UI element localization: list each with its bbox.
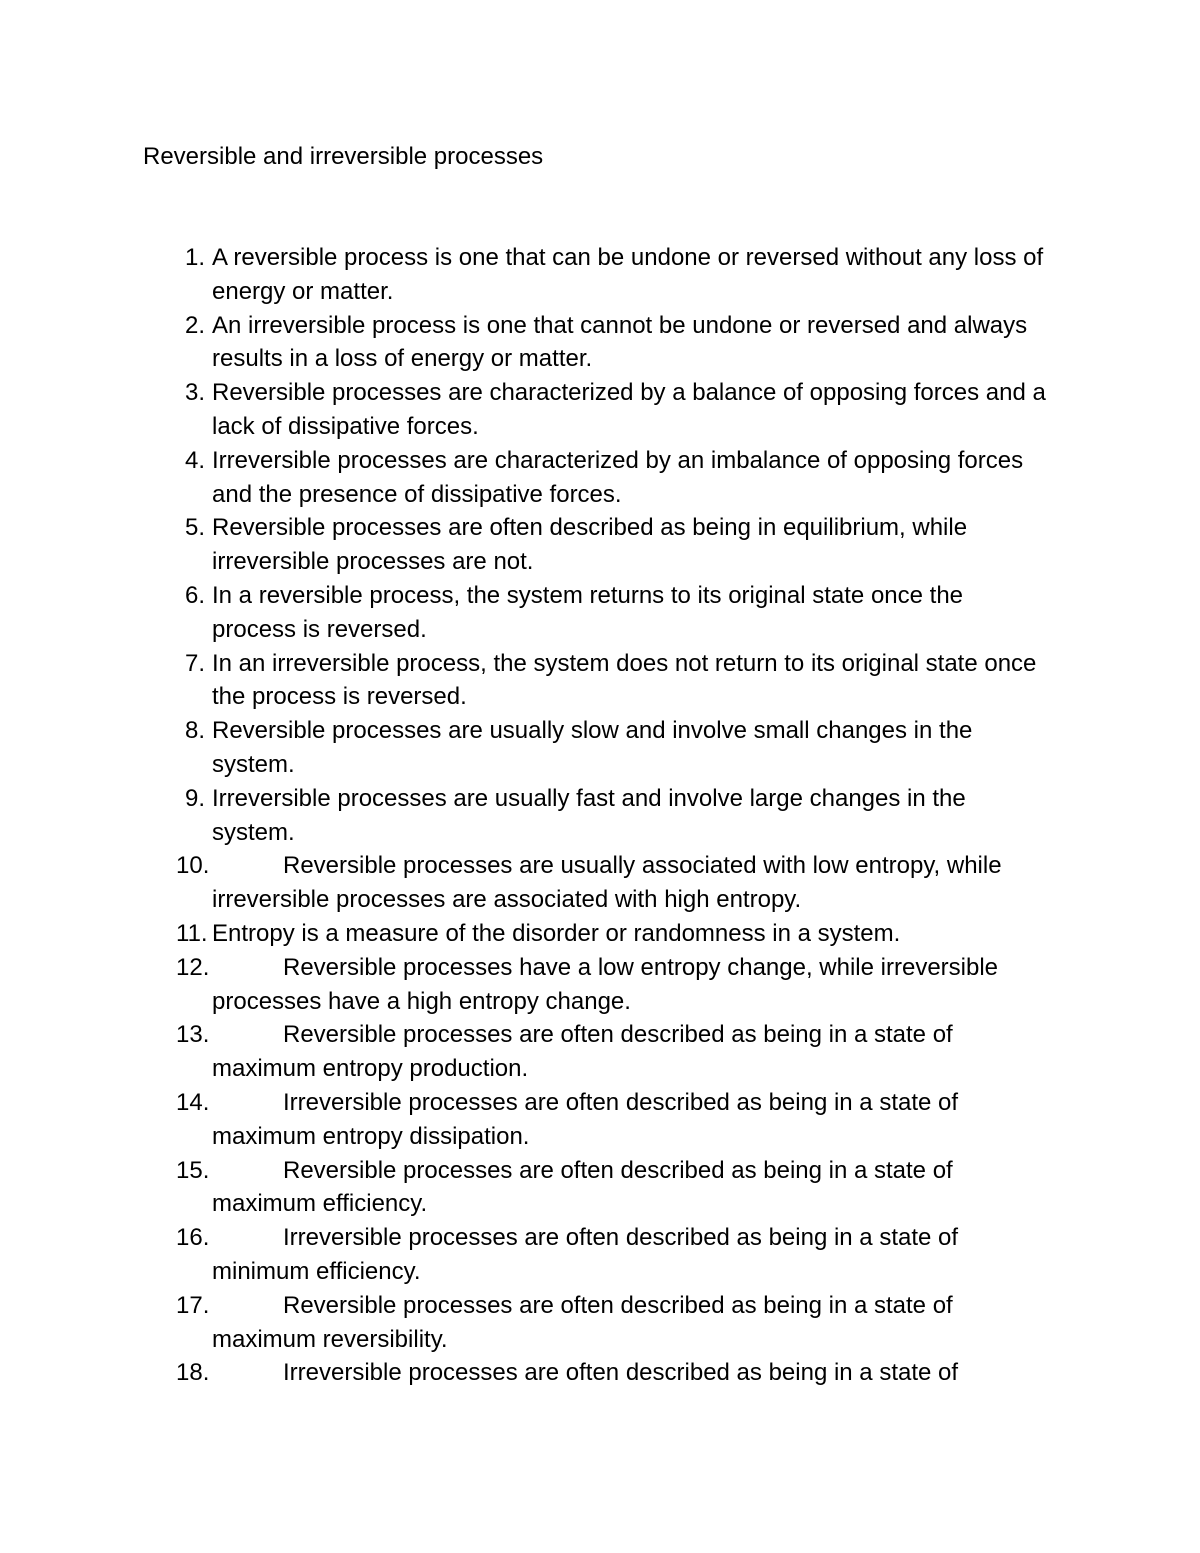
list-item-text: In an irreversible process, the system does not return to its original state once the process is reversed. xyxy=(212,649,1037,711)
list-item-number: 2. xyxy=(184,311,205,339)
list-item xyxy=(0,511,1200,579)
list-item xyxy=(0,1018,1200,1086)
document-title: Reversible and irreversible processes xyxy=(143,143,544,170)
list-item-number: 17. xyxy=(176,1291,210,1319)
list-item xyxy=(0,1086,1200,1154)
list-item-number: 8. xyxy=(184,717,205,745)
list-item xyxy=(0,782,1200,850)
list-item-text: Reversible processes are often described as being in a state of maximum efficiency. xyxy=(212,1156,953,1218)
list-item-text: Irreversible processes are usually fast and involve large changes in the system. xyxy=(212,784,966,846)
list-item-number: 18. xyxy=(176,1359,210,1387)
list-item-text: In a reversible process, the system returns to its original state once the process is reversed. xyxy=(212,581,964,643)
list-item xyxy=(0,849,1200,917)
list-item-number: 10. xyxy=(176,852,210,880)
list-item-text: Irreversible processes are often described as being in a state of xyxy=(283,1359,959,1387)
list-item-text: Irreversible processes are characterized by an imbalance of opposing forces and the presence of dissipative forces. xyxy=(212,446,1024,508)
list-item-number: 15. xyxy=(176,1156,210,1184)
list-item-text: Irreversible processes are often described as being in a state of maximum entropy dissipation. xyxy=(212,1088,959,1150)
list-item-text: An irreversible process is one that cannot be undone or reversed and always results in a loss of energy or matter. xyxy=(212,311,1028,373)
list-item-number: 4. xyxy=(184,446,205,474)
list-item-text: Entropy is a measure of the disorder or randomness in a system. xyxy=(212,919,901,947)
list-item xyxy=(0,714,1200,782)
list-item-number: 14. xyxy=(176,1088,210,1116)
list-item-number: 7. xyxy=(184,649,205,677)
list-item-text: Reversible processes have a low entropy change, while irreversible processes have a high entropy change. xyxy=(212,953,999,1015)
list-item-text: A reversible process is one that can be undone or reversed without any loss of energy or matter. xyxy=(212,244,1044,305)
list-item xyxy=(0,241,1200,309)
list-item xyxy=(0,376,1200,444)
list-item xyxy=(0,951,1200,1019)
list-item-number: 12. xyxy=(176,953,210,981)
list-item-number: 11. xyxy=(176,919,208,947)
list-item-number: 16. xyxy=(176,1224,210,1252)
list-item-text: Reversible processes are often described as being in a state of maximum entropy production. xyxy=(212,1021,953,1083)
list-item-text: Reversible processes are often described as being in a state of maximum reversibility. xyxy=(212,1291,953,1353)
list-item xyxy=(0,444,1200,512)
list-item xyxy=(0,1289,1200,1357)
list-item-number: 13. xyxy=(176,1021,210,1049)
list-item-text: Reversible processes are characterized by a balance of opposing forces and a lack of dissipative forces. xyxy=(212,379,1046,440)
list-item xyxy=(0,647,1200,715)
list-item-text: Reversible processes are usually associated with low entropy, while irreversible processes are associated with high entropy. xyxy=(212,852,1002,914)
list-item-text: Reversible processes are often described as being in equilibrium, while irreversible processes are not. xyxy=(212,514,968,576)
list-item xyxy=(0,579,1200,647)
numbered-list xyxy=(0,241,1200,1390)
list-item-text: Reversible processes are usually slow and involve small changes in the system. xyxy=(212,717,973,778)
list-item xyxy=(0,917,1200,951)
list-item-number: 9. xyxy=(184,784,205,812)
list-item xyxy=(0,1356,1200,1390)
list-item-text: Irreversible processes are often described as being in a state of minimum efficiency. xyxy=(212,1224,959,1285)
list-item xyxy=(0,309,1200,377)
list-item-number: 5. xyxy=(184,514,205,542)
list-item-number: 3. xyxy=(184,379,205,407)
list-item xyxy=(0,1221,1200,1289)
list-item-number: 1. xyxy=(184,244,205,271)
list-item-number: 6. xyxy=(184,581,205,609)
list-item xyxy=(0,1154,1200,1222)
